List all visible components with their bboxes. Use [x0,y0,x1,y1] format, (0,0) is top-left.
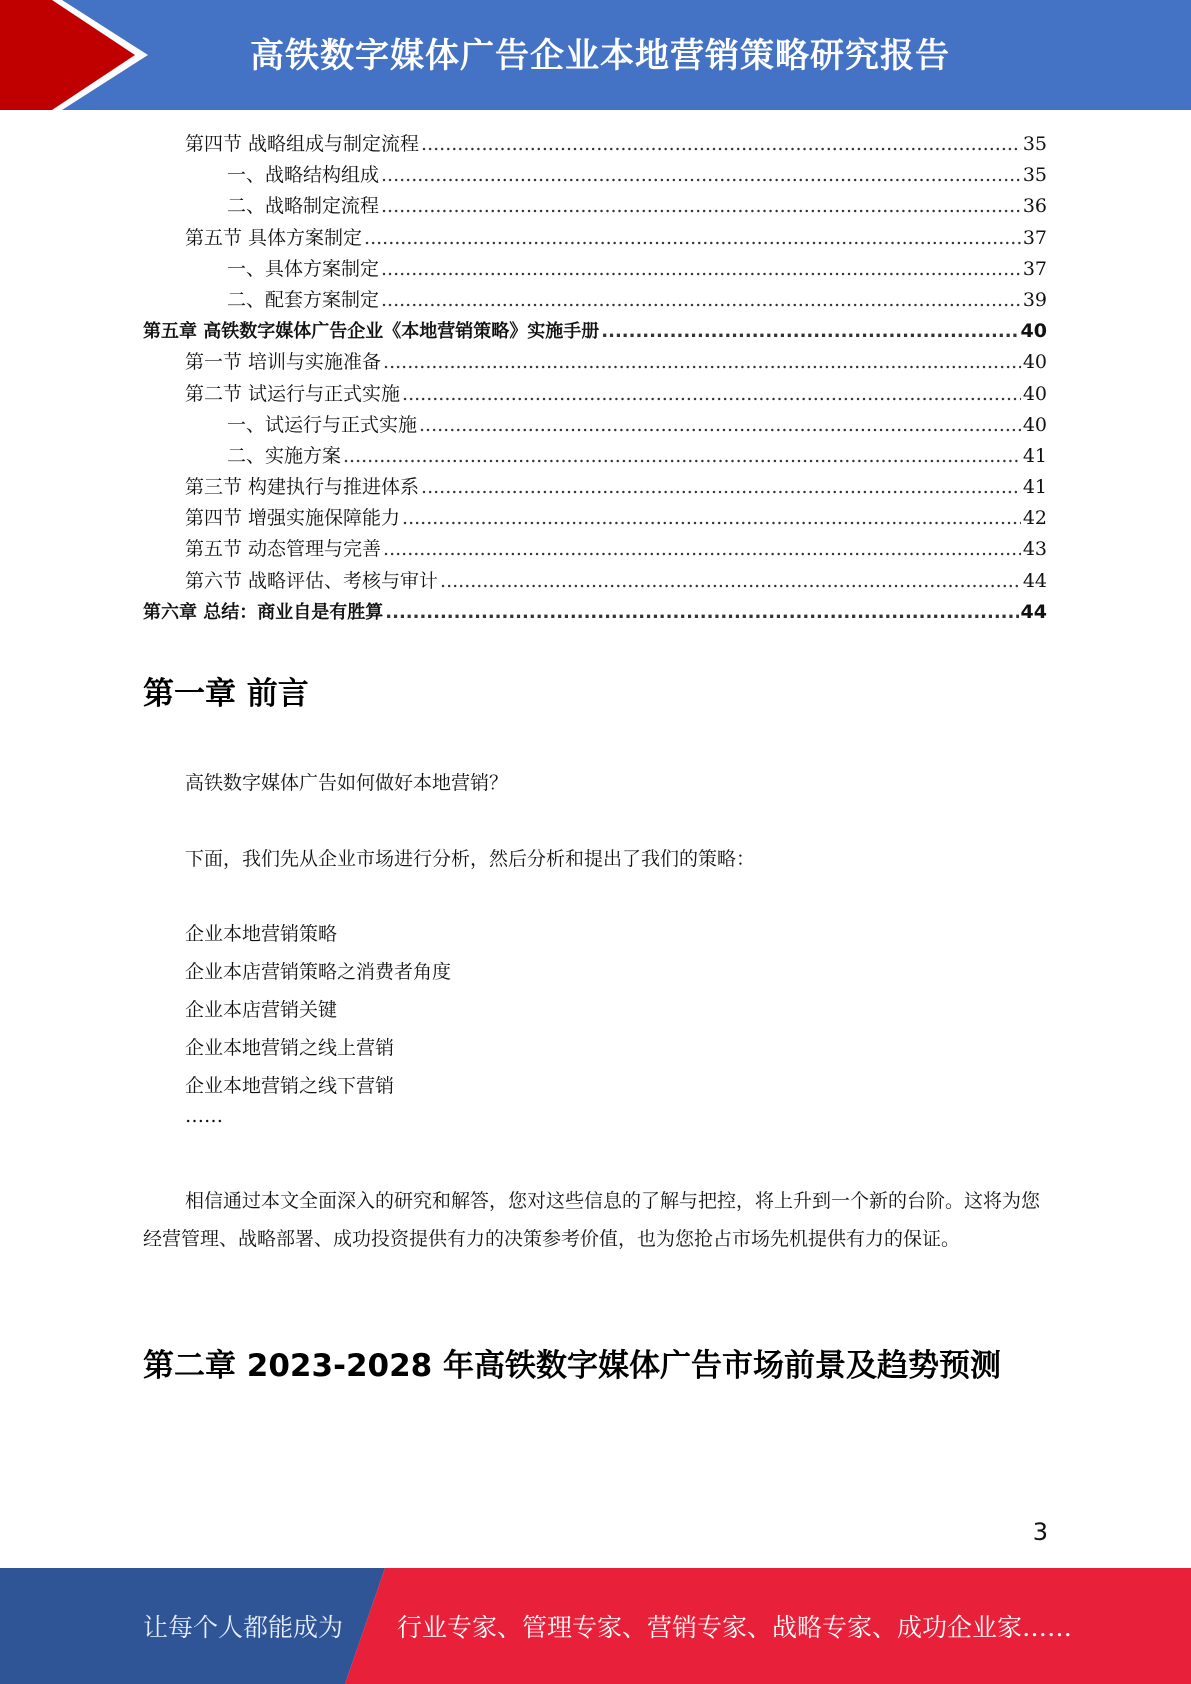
toc-entry-title: 第五节 具体方案制定 [185,226,363,249]
toc-entry[interactable] [143,566,1047,597]
toc-entry-page: 36 [1022,195,1047,218]
page-number: 3 [1032,1518,1048,1546]
toc-entry-title: 第四节 战略组成与制定流程 [185,133,420,155]
toc-leader-dots [402,379,1021,410]
toc-entry-page: 35 [1022,133,1047,155]
toc-leader-dots [343,441,1021,472]
toc-entry-title: 第六章 总结：商业自是有胜算 [143,601,384,623]
toc-entry-page: 42 [1022,507,1047,530]
toc-leader-dots [381,285,1021,316]
toc-entry[interactable] [143,316,1047,347]
toc-entry-page: 37 [1022,257,1047,280]
list-item: 企业本地营销之线上营销 [185,1037,395,1059]
closing-paragraph: 相信通过本文全面深入的研究和解答，您对这些信息的了解与把控，将上升到一个新的台阶。这将为您经营管理、战略部署、成功投资提供有力的决策参考价值，也为您抢占市场先机提供有力的保证。 [143,1190,1041,1250]
toc-entry-title: 第五节 动态管理与完善 [185,538,382,561]
toc-entry-page: 44 [1022,569,1047,592]
toc-leader-dots [381,191,1021,222]
list-item: …… [185,1105,223,1127]
toc-entry-page: 41 [1022,444,1047,467]
toc-entry-page: 44 [1020,600,1047,623]
toc-leader-dots [383,534,1021,565]
toc-leader-dots [381,254,1021,285]
toc-entry-title: 第一节 培训与实施准备 [185,351,382,374]
page-footer [0,1568,1191,1684]
toc-entry[interactable] [143,534,1047,565]
toc-entry[interactable] [143,597,1047,628]
strategy-list [185,915,451,1127]
toc-entry[interactable] [143,285,1047,316]
toc-entry-page: 40 [1022,382,1047,405]
toc-entry-page: 35 [1022,164,1047,187]
toc-leader-dots [381,160,1021,191]
toc-entry-page: 40 [1020,320,1047,343]
footer-slogan-right: 行业专家、管理专家、营销专家、战略专家、成功企业家…… [397,1613,1073,1642]
toc-entry[interactable] [143,472,1047,503]
toc-entry[interactable] [143,129,1047,160]
toc-entry-title: 一、试运行与正式实施 [227,413,418,436]
header-chevron-icon [0,0,160,110]
toc-leader-dots [402,503,1021,534]
toc-entry-page: 43 [1022,538,1047,561]
toc-leader-dots [601,316,1018,347]
toc-entry-page: 40 [1022,351,1047,374]
toc-entry[interactable] [143,379,1047,410]
list-item: 企业本地营销策略 [185,923,338,945]
toc-entry-title: 一、具体方案制定 [227,257,380,280]
toc-entry[interactable] [143,503,1047,534]
toc-entry[interactable] [143,223,1047,254]
page-header [0,0,1191,110]
toc-leader-dots [440,566,1021,597]
toc-entry[interactable] [143,441,1047,472]
toc-entry[interactable] [143,160,1047,191]
toc-entry-title: 二、实施方案 [227,444,342,467]
toc-entry-title: 二、配套方案制定 [227,288,380,311]
chapter-1-heading: 第一章 前言 [143,676,309,712]
toc-entry-title: 第五章 高铁数字媒体广告企业《本地营销策略》实施手册 [143,321,600,343]
toc-entry[interactable] [143,254,1047,285]
toc-entry-title: 第六节 战略评估、考核与审计 [185,569,439,592]
toc-entry[interactable] [143,410,1047,441]
toc-entry-title: 第四节 增强实施保障能力 [185,507,401,530]
toc-leader-dots [421,472,1021,503]
toc-entry-page: 41 [1022,476,1047,499]
intro-paragraph: 下面，我们先从企业市场进行分析，然后分析和提出了我们的策略： [185,848,756,870]
chapter-2-heading: 第二章 2023-2028 年高铁数字媒体广告市场前景及趋势预测 [143,1348,1002,1384]
intro-question: 高铁数字媒体广告如何做好本地营销？ [185,772,509,794]
toc-entry-title: 一、战略结构组成 [227,164,380,187]
toc-entry-page: 39 [1022,288,1047,311]
list-item: 企业本店营销策略之消费者角度 [185,961,452,983]
toc-leader-dots [383,347,1021,378]
list-item: 企业本店营销关键 [185,999,338,1021]
list-item: 企业本地营销之线下营销 [185,1075,395,1097]
toc-leader-dots [419,410,1021,441]
toc-entry-title: 第三节 构建执行与推进体系 [185,476,420,499]
report-title: 高铁数字媒体广告企业本地营销策略研究报告 [250,36,950,76]
toc-entry-page: 40 [1022,413,1047,436]
toc-entry[interactable] [143,347,1047,378]
toc-leader-dots [385,597,1018,628]
toc-leader-dots [364,223,1021,254]
toc-entry-page: 37 [1022,226,1047,249]
toc-entry-title: 二、战略制定流程 [227,195,380,218]
table-of-contents [143,129,1047,628]
toc-entry-title: 第二节 试运行与正式实施 [185,382,401,405]
footer-slogan-left: 让每个人都能成为 [143,1613,344,1642]
toc-leader-dots [421,129,1021,160]
toc-entry[interactable] [143,191,1047,222]
